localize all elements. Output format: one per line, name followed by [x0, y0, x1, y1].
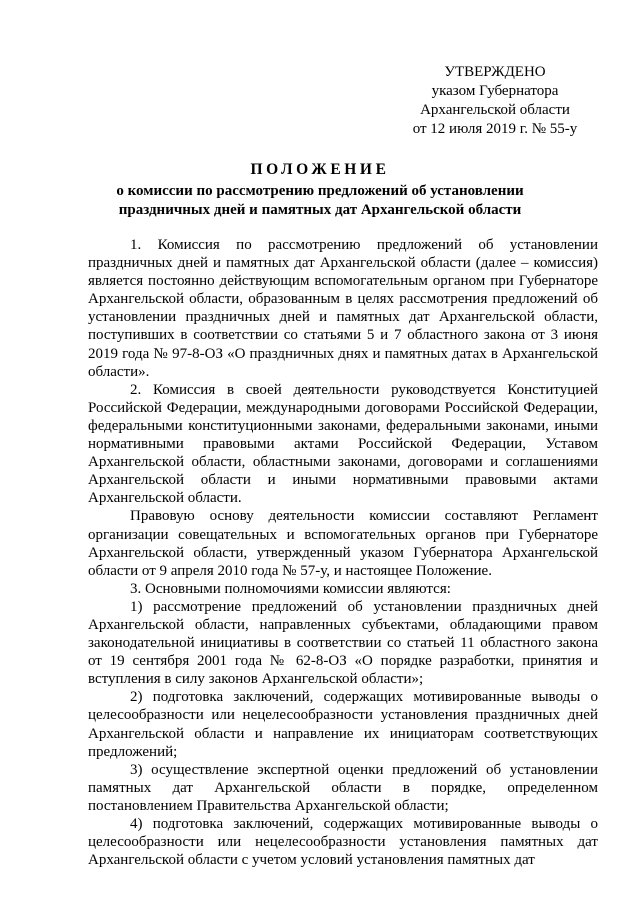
subtitle-line-2: праздничных дней и памятных дат Архангельской области	[118, 202, 522, 218]
paragraph-1: 1. Комиссия по рассмотрению предложений об установлении праздничных дней и памятных дат Архангельской области (далее – комиссия) является постоянно действующим вспомогательным органом при Губернаторе Архангельской области, образованным в целях рассмотрения предложений об установлении праздничных дней и памятных дат Архангельской области, поступивших в соответствии со статьями 5 и 7 областного закона от 3 июня 2019 года № 97-8-ОЗ «О праздничных днях и памятных датах в Архангельской области».	[88, 237, 598, 380]
paragraph-2: 2. Комиссия в своей деятельности руководствуется Конституцией Российской Федерации, международными договорами Российской Федерации, федеральными конституционными законами, федеральными законами, иными нормативными правовыми актами Российской Федерации, Уставом Архангельской области, областными законами, договорами и соглашениями Архангельской области и иными нормативными правовыми актами Архангельской области.	[88, 381, 598, 507]
paragraph-3: 3. Основными полномочиями комиссии являются:	[130, 580, 451, 597]
document-subtitle	[88, 182, 552, 220]
approval-line-region: Архангельской области	[420, 102, 570, 118]
approval-line-approved: УТВЕРЖДЕНО	[444, 64, 546, 80]
paragraph-legal-basis: Правовую основу деятельности комиссии составляют Регламент организации совещательных и вспомогательных органов при Губернаторе Архангельской области, утвержденный указом Губернатора Архангельской области от 9 апреля 2010 года № 57-у, и настоящее Положение.	[88, 508, 598, 579]
document-heading	[88, 160, 552, 220]
document-body	[88, 236, 598, 869]
approval-line-decree: указом Губернатора	[431, 83, 559, 99]
subtitle-line-1: о комиссии по рассмотрению предложений об установлении	[116, 183, 524, 199]
approval-line-date: от 12 июля 2019 г. № 55-у	[412, 121, 578, 137]
list-item-1: 1) рассмотрение предложений об установлении праздничных дней Архангельской области, направленных субъектами, обладающими правом законодательной инициативы в соответствии со статьей 11 областного закона от 19 сентября 2001 года № 62-8-ОЗ «О порядке разработки, принятия и вступления в силу законов Архангельской области»;	[88, 598, 598, 688]
list-item-4: 4) подготовка заключений, содержащих мотивированные выводы о целесообразности или нецелесообразности установления памятных дат Архангельской области с учетом условий установления памятных дат	[88, 816, 598, 869]
document-title: ПОЛОЖЕНИЕ	[250, 161, 390, 178]
list-item-2: 2) подготовка заключений, содержащих мотивированные выводы о целесообразности или нецелесообразности установления праздничных дней Архангельской области и направление их инициаторам соответствующих предложений;	[88, 689, 598, 760]
list-item-3: 3) осуществление экспертной оценки предложений об установлении памятных дат Архангельской области в порядке, определенном постановлением Правительства Архангельской области;	[88, 761, 598, 814]
approval-stamp	[405, 63, 585, 139]
